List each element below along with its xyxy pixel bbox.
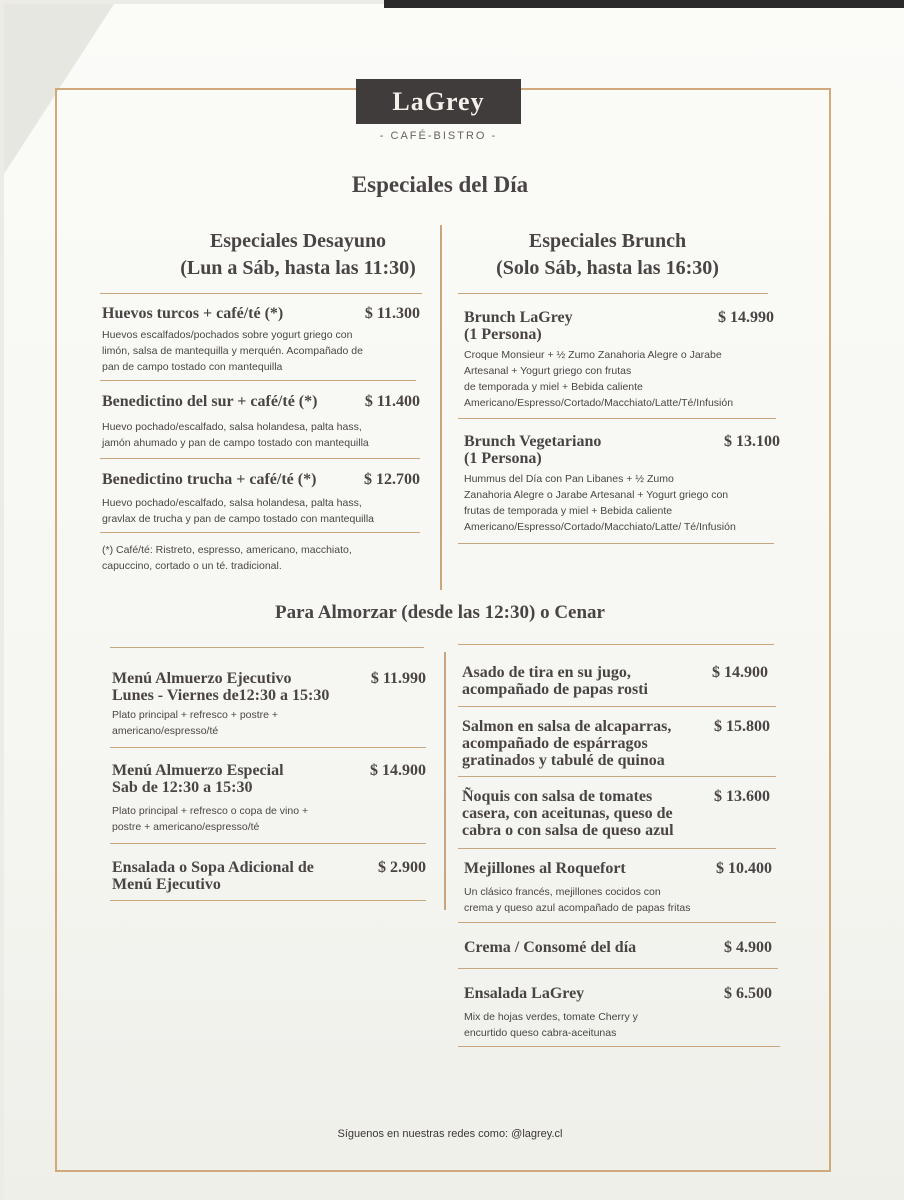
desc-line: de temporada y miel + Bebida caliente — [464, 381, 643, 393]
social-footer: Síguenos en nuestras redes como: @lagrey.cl — [337, 1128, 563, 1140]
desc-line: Croque Monsieur + ½ Zumo Zanahoria Alegre o Jarabe — [464, 349, 722, 361]
item-description — [464, 1009, 772, 1041]
item-name: Crema / Consomé del día — [464, 939, 637, 956]
item-description — [102, 419, 420, 451]
item-price: $ 14.990 — [718, 309, 774, 326]
divider — [458, 543, 774, 544]
menu-item — [462, 788, 770, 839]
desc-line: Artesanal + Yogurt griego con frutas — [464, 365, 632, 377]
menu-item — [464, 939, 772, 957]
item-description — [102, 327, 420, 375]
desc-line: americano/espresso/té — [112, 725, 219, 737]
desc-line: Plato principal + refresco + postre + — [112, 709, 279, 721]
divider — [458, 418, 776, 419]
item-name — [462, 664, 648, 698]
item-name — [112, 762, 284, 796]
item-price: $ 14.900 — [370, 762, 426, 779]
column-divider — [440, 225, 442, 590]
coffee-note — [102, 542, 422, 574]
desc-line: jamón ahumado y pan de campo tostado con mantequilla — [102, 437, 369, 449]
menu-item — [462, 664, 768, 698]
brand-logo: LaGrey — [356, 79, 521, 124]
divider — [100, 458, 420, 459]
brunch-heading-line2: (Solo Sáb, hasta las 16:30) — [496, 257, 719, 279]
menu-item — [112, 762, 426, 835]
name-line: acompañado de espárragos — [462, 735, 648, 752]
item-name — [462, 788, 674, 839]
menu-item — [464, 433, 780, 535]
name-line: Menú Almuerzo Ejecutivo — [112, 670, 292, 687]
desc-line: Un clásico francés, mejillones cocidos con — [464, 886, 661, 898]
divider — [110, 843, 426, 844]
name-line: Lunes - Viernes de12:30 a 15:30 — [112, 687, 330, 704]
name-line: Ñoquis con salsa de tomates — [462, 788, 653, 805]
divider — [458, 706, 776, 707]
desc-line: postre + americano/espresso/té — [112, 821, 260, 833]
brunch-heading-line1: Especiales Brunch — [528, 230, 687, 252]
name-line: cabra o con salsa de queso azul — [462, 822, 674, 839]
item-price: $ 11.990 — [370, 670, 426, 687]
divider — [110, 647, 424, 648]
item-price: $ 2.900 — [378, 859, 426, 876]
name-line: Sab de 12:30 a 15:30 — [112, 779, 253, 796]
item-price: $ 6.500 — [724, 985, 772, 1002]
desc-line: Huevos escalfados/pochados sobre yogurt griego con — [102, 329, 353, 341]
name-line: (1 Persona) — [464, 326, 542, 343]
divider — [110, 900, 426, 901]
item-description — [464, 471, 780, 535]
menu-item — [464, 860, 772, 916]
item-description — [112, 707, 426, 739]
item-name: Benedictino del sur + café/té (*) — [102, 393, 318, 410]
item-name: Huevos turcos + café/té (*) — [102, 305, 284, 322]
desc-line: crema y queso azul acompañado de papas fritas — [464, 902, 691, 914]
desc-line: encurtido queso cabra-aceitunas — [464, 1027, 617, 1039]
column-divider — [444, 652, 446, 910]
name-line: Menú Ejecutivo — [112, 876, 221, 893]
menu-item — [464, 985, 772, 1041]
divider — [458, 644, 774, 645]
name-line: Ensalada o Sopa Adicional de — [112, 859, 314, 876]
divider — [100, 532, 420, 533]
name-line: Asado de tira en su jugo, — [462, 664, 631, 681]
item-price: $ 11.300 — [364, 305, 420, 322]
desc-line: frutas de temporada y miel + Bebida caliente — [464, 505, 673, 517]
page-title: Especiales del Día — [351, 172, 529, 197]
item-price: $ 15.800 — [714, 718, 770, 735]
name-line: Menú Almuerzo Especial — [112, 762, 284, 779]
item-name — [462, 718, 671, 769]
desc-line: Hummus del Día con Pan Libanes + ½ Zumo — [464, 473, 674, 485]
desc-line: limón, salsa de mantequilla y merquén. Acompañado de — [102, 345, 363, 357]
divider — [458, 968, 778, 969]
name-line: gratinados y tabulé de quinoa — [462, 752, 665, 769]
divider — [458, 1046, 780, 1047]
desc-line: Mix de hojas verdes, tomate Cherry y — [464, 1011, 638, 1023]
item-name — [112, 670, 329, 704]
desc-line: Huevo pochado/escalfado, salsa holandesa, palta hass, — [102, 497, 362, 509]
item-description — [102, 495, 420, 527]
divider — [458, 848, 776, 849]
name-line: (1 Persona) — [464, 450, 542, 467]
menu-item — [112, 670, 426, 739]
desc-line: Zanahoria Alegre o Jarabe Artesanal + Yogurt griego con — [464, 489, 729, 501]
breakfast-heading-line2: (Lun a Sáb, hasta las 11:30) — [180, 257, 416, 279]
divider — [458, 922, 776, 923]
menu-item — [464, 309, 774, 411]
divider — [458, 293, 768, 294]
brand-subtitle: - CAFÉ-BISTRO - — [379, 130, 498, 142]
note-line: (*) Café/té: Ristreto, espresso, americano, macchiato, — [102, 544, 352, 556]
item-name — [464, 433, 601, 467]
item-description — [464, 347, 774, 411]
item-name: Mejillones al Roquefort — [464, 860, 626, 877]
divider — [458, 776, 776, 777]
item-price: $ 4.900 — [724, 939, 772, 956]
breakfast-heading — [110, 228, 486, 282]
item-name: Ensalada LaGrey — [464, 985, 585, 1002]
item-description — [112, 803, 426, 835]
table-edge — [384, 0, 904, 8]
item-price: $ 13.600 — [714, 788, 770, 805]
desc-line: Americano/Espresso/Cortado/Macchiato/Latte/Té/Infusión — [464, 397, 734, 409]
lunch-heading: Para Almorzar (desde las 12:30) o Cenar — [275, 602, 605, 623]
item-price: $ 14.900 — [712, 664, 768, 681]
menu-item — [112, 859, 426, 893]
desc-line: Plato principal + refresco o copa de vino + — [112, 805, 309, 817]
name-line: Brunch LaGrey — [464, 309, 573, 326]
divider — [100, 380, 416, 381]
menu-item — [102, 305, 420, 375]
item-price: $ 10.400 — [716, 860, 772, 877]
item-price: $ 12.700 — [364, 471, 420, 488]
brunch-heading — [440, 228, 775, 282]
note-line: capuccino, cortado o un té. tradicional. — [102, 560, 282, 572]
item-price: $ 11.400 — [364, 393, 420, 410]
name-line: acompañado de papas rosti — [462, 681, 648, 698]
desc-line: Americano/Espresso/Cortado/Macchiato/Latte/ Té/Infusión — [464, 521, 736, 533]
menu-item — [462, 718, 770, 769]
name-line: Salmon en salsa de alcaparras, — [462, 718, 672, 735]
breakfast-heading-line1: Especiales Desayuno — [209, 230, 387, 252]
menu-item — [102, 471, 420, 527]
divider — [110, 747, 426, 748]
item-name — [464, 309, 573, 343]
item-name: Benedictino trucha + café/té (*) — [102, 471, 317, 488]
item-price: $ 13.100 — [724, 433, 780, 450]
item-name — [112, 859, 314, 893]
name-line: Brunch Vegetariano — [464, 433, 602, 450]
menu-item — [102, 393, 420, 451]
item-description — [464, 884, 772, 916]
divider — [100, 293, 422, 294]
name-line: casera, con aceitunas, queso de — [462, 805, 673, 822]
desc-line: gravlax de trucha y pan de campo tostado con mantequilla — [102, 513, 375, 525]
desc-line: pan de campo tostado con mantequilla — [102, 361, 283, 373]
desc-line: Huevo pochado/escalfado, salsa holandesa, palta hass, — [102, 421, 362, 433]
